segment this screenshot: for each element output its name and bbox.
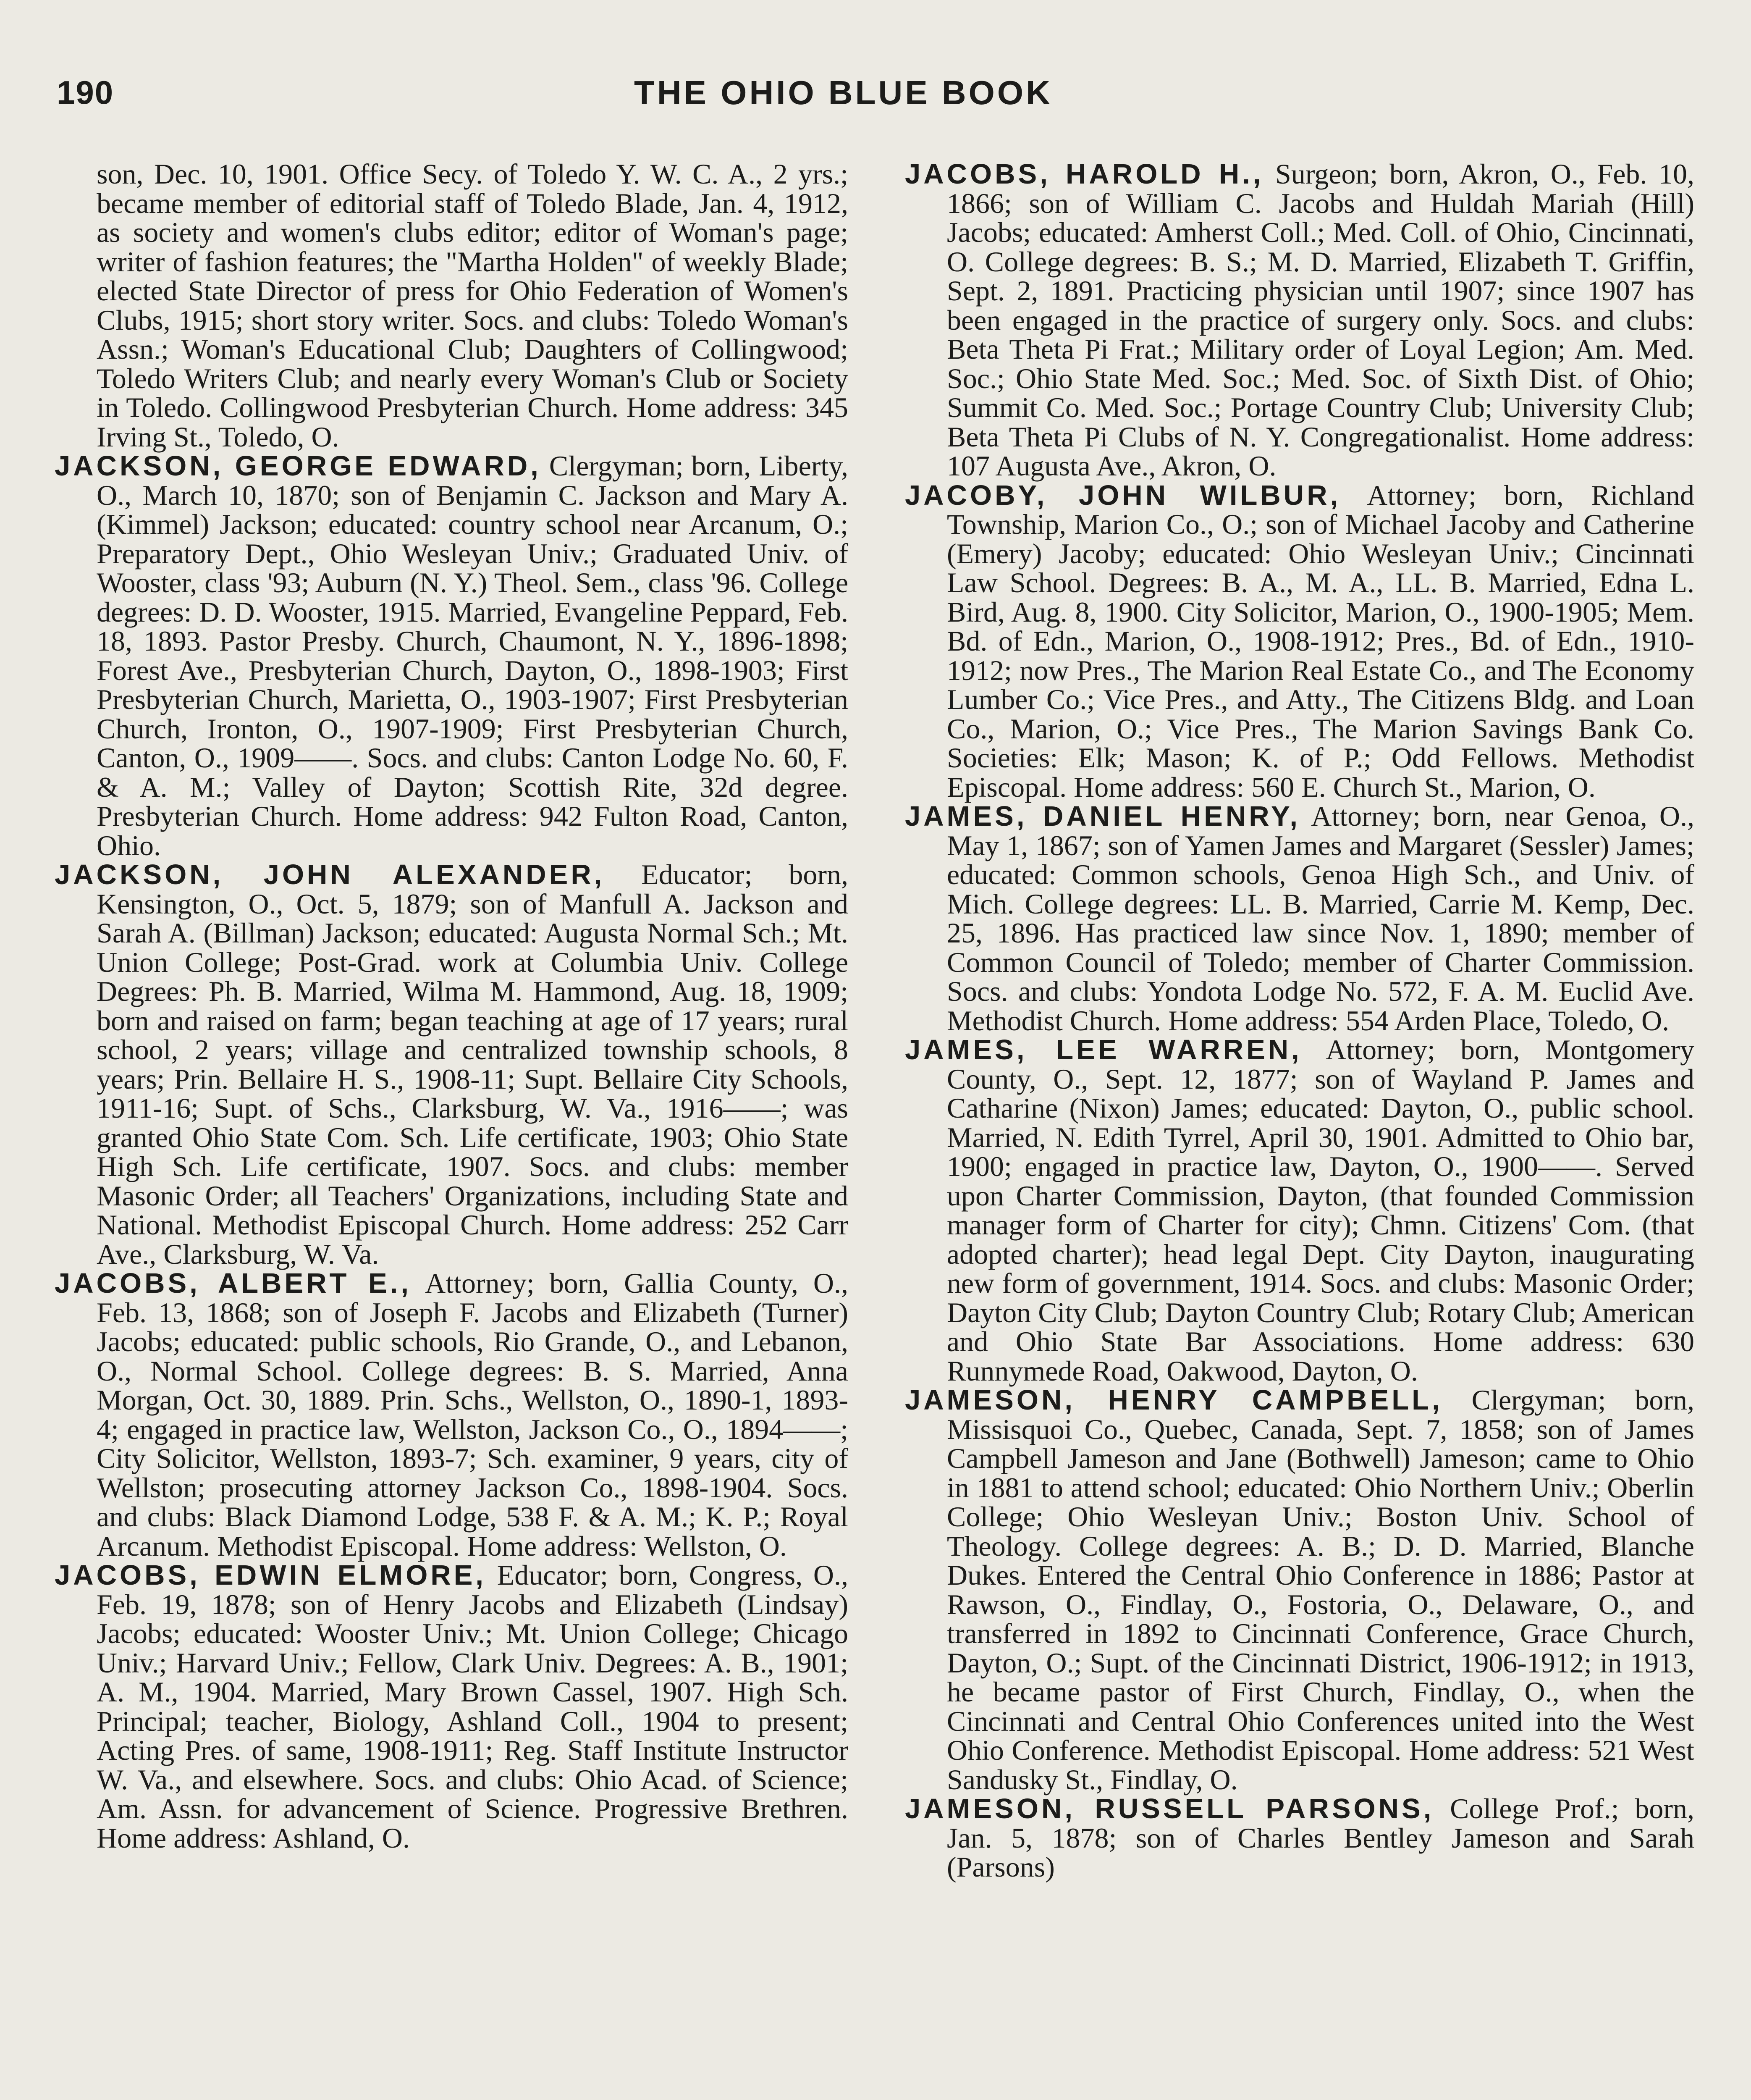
biography-entry [905,481,1694,802]
entry-text: College Prof.; born, Jan. 5, 1878; son of Charles Bentley Jameson and Sarah (Parsons) [947,1793,1694,1883]
entry-text: Attorney; born, Richland Township, Marion Co., O.; son of Michael Jacoby and Catherine (Emery) Jacoby; educated: Ohio Wesleyan Univ.; Cincinnati Law School. Degrees: B. A., M. A., LL. B. Married, Edna L. Bird, Aug. 8, 1900. City Solicitor, Marion, O., 1900-1905; Mem. Bd. of Edn., Marion, O., 1908-1912; Pres., Bd. of Edn., 1910-1912; now Pres., The Marion Real Estate Co., and The Economy Lumber Co.; Vice Pres., and Atty., The Citizens Bldg. and Loan Co., Marion, O.; Vice Pres., The Marion Savings Bank Co. Societies: Elk; Mason; K. of P.; Odd Fellows. Methodist Episcopal. Home address: 560 E. Church St., Marion, O. [947,479,1694,803]
entry-text: Attorney; born, Gallia County, O., Feb. 13, 1868; son of Joseph F. Jacobs and Elizabeth (Turner) Jacobs; educated: public schools, Rio Grande, O., and Lebanon, O., Normal School. College degrees: B. S. Married, Anna Morgan, Oct. 30, 1889. Prin. Schs., Wellston, O., 1890-1, 1893-4; engaged in practice law, Wellston, Jackson Co., O., 1894——; City Solicitor, Wellston, 1893-7; Sch. examiner, 9 years, city of Wellston; prosecuting attorney Jackson Co., 1898-1904. Socs. and clubs: Black Diamond Lodge, 538 F. & A. M.; K. P.; Royal Arcanum. Methodist Episcopal. Home address: Wellston, O. [97,1267,848,1562]
biography-entry [905,1386,1694,1794]
page-title: THE OHIO BLUE BOOK [634,74,1053,111]
biography-entry [905,802,1694,1035]
right-column [905,160,1694,1882]
entry-name: JAMESON, HENRY CAMPBELL, [905,1384,1443,1416]
biography-entry [905,1035,1694,1386]
biography-entry [55,1269,848,1561]
biography-entry [905,160,1694,481]
entry-text: Educator; born, Congress, O., Feb. 19, 1878; son of Henry Jacobs and Elizabeth (Lindsay) Jacobs; educated: Wooster Univ.; Mt. Union College; Chicago Univ.; Harvard Univ.; Fellow, Clark Univ. Degrees: A. B., 1901; A. M., 1904. Married, Mary Brown Cassel, 1907. High Sch. Principal; teacher, Biology, Ashland Coll., 1904 to present; Acting Pres. of same, 1908-1911; Reg. Staff Institute Instructor W. Va., and elsewhere. Socs. and clubs: Ohio Acad. of Science; Am. Assn. for advancement of Science. Progressive Brethren. Home address: Ashland, O. [97,1559,848,1854]
biography-entry [55,1561,848,1853]
entry-text: Clergyman; born, Missisquoi Co., Quebec, Canada, Sept. 7, 1858; son of James Campbell Jameson and Jane (Bothwell) Jameson; came to Ohio in 1881 to attend school; educated: Ohio Northern Univ.; Oberlin College; Ohio Wesleyan Univ.; Boston Univ. School of Theology. College degrees: A. B.; D. D. Married, Blanche Dukes. Entered the Central Ohio Conference in 1886; Pastor at Rawson, O., Findlay, O., Fostoria, O., Delaware, O., and transferred in 1892 to Cincinnati Conference, Grace Church, Dayton, O.; Supt. of the Cincinnati District, 1906-1912; in 1913, he became pastor of First Church, Findlay, O., when the Cincinnati and Central Ohio Conferences united into the West Ohio Conference. Methodist Episcopal. Home address: 521 West Sandusky St., Findlay, O. [947,1384,1694,1796]
page-number: 190 [57,74,114,111]
entry-name: JAMESON, RUSSELL PARSONS, [905,1793,1434,1824]
left-column [55,160,848,1853]
entry-name: JACOBY, JOHN WILBUR, [905,479,1341,511]
entry-name: JAMES, LEE WARREN, [905,1034,1302,1066]
entry-text: Clergyman; born, Liberty, O., March 10, 1870; son of Benjamin C. Jackson and Mary A. (Kimmel) Jackson; educated: country school near Arcanum, O.; Preparatory Dept., Ohio Wesleyan Univ.; Graduated Univ. of Wooster, class '93; Auburn (N. Y.) Theol. Sem., class '96. College degrees: D. D. Wooster, 1915. Married, Evangeline Peppard, Feb. 18, 1893. Pastor Presby. Church, Chaumont, N. Y., 1896-1898; Forest Ave., Presbyterian Church, Dayton, O., 1898-1903; First Presbyterian Church, Marietta, O., 1903-1907; First Presbyterian Church, Ironton, O., 1907-1909; First Presbyterian Church, Canton, O., 1909——. Socs. and clubs: Canton Lodge No. 60, F. & A. M.; Valley of Dayton; Scottish Rite, 32d degree. Presbyterian Church. Home address: 942 Fulton Road, Canton, Ohio. [97,450,848,861]
entry-text: Attorney; born, near Genoa, O., May 1, 1867; son of Yamen James and Margaret (Sessler) James; educated: Common schools, Genoa High Sch., and Univ. of Mich. College degrees: LL. B. Married, Carrie M. Kemp, Dec. 25, 1896. Has practiced law since Nov. 1, 1890; member of Common Council of Toledo; member of Charter Commission. Socs. and clubs: Yondota Lodge No. 572, F. A. M. Euclid Ave. Methodist Church. Home address: 554 Arden Place, Toledo, O. [947,800,1695,1037]
entry-name: JACOBS, ALBERT E., [55,1268,412,1299]
entry-name: JACOBS, HAROLD H., [905,158,1264,190]
entry-text: Attorney; born, Montgomery County, O., Sept. 12, 1877; son of Wayland P. James and Catharine (Nixon) James; educated: Dayton, O., public school. Married, N. Edith Tyrrel, April 30, 1901. Admitted to Ohio bar, 1900; engaged in practice law, Dayton, O., 1900——. Served upon Charter Commission, Dayton, (that founded Commission manager form of Charter for city); Chmn. Citizens' Com. (that adopted charter); head legal Dept. City Dayton, inaugurating new form of government, 1914. Socs. and clubs: Masonic Order; Dayton City Club; Dayton Country Club; Rotary Club; American and Ohio State Bar Associations. Home address: 630 Runnymede Road, Oakwood, Dayton, O. [947,1034,1695,1387]
biography-entry [55,860,848,1269]
continuation-paragraph: son, Dec. 10, 1901. Office Secy. of Toledo Y. W. C. A., 2 yrs.; became member of editorial staff of Toledo Blade, Jan. 4, 1912, as society and women's clubs editor; editor of Woman's page; writer of fashion features; the "Martha Holden" of weekly Blade; elected State Director of press for Ohio Federation of Women's Clubs, 1915; short story writer. Socs. and clubs: Toledo Woman's Assn.; Woman's Educational Club; Daughters of Collingwood; Toledo Writers Club; and nearly every Woman's Club or Society in Toledo. Collingwood Presbyterian Church. Home address: 345 Irving St., Toledo, O. [97,158,848,453]
entry-name: JACKSON, JOHN ALEXANDER, [55,859,605,890]
entry-name: JACOBS, EDWIN ELMORE, [55,1559,487,1591]
entry-name: JAMES, DANIEL HENRY, [905,801,1301,832]
entry-name: JACKSON, GEORGE EDWARD, [55,450,541,482]
biography-entry [905,1794,1694,1882]
entry-text: Educator; born, Kensington, O., Oct. 5, 1879; son of Manfull A. Jackson and Sarah A. (Billman) Jackson; educated: Augusta Normal Sch.; Mt. Union College; Post-Grad. work at Columbia Univ. College Degrees: Ph. B. Married, Wilma M. Hammond, Aug. 18, 1909; born and raised on farm; began teaching at age of 17 years; rural school, 2 years; village and centralized township schools, 8 years; Prin. Bellaire H. S., 1908-11; Supt. Bellaire City Schools, 1911-16; Supt. of Schs., Clarksburg, W. Va., 1916——; was granted Ohio State Com. Sch. Life certificate, 1903; Ohio State High Sch. Life certificate, 1907. Socs. and clubs: member Masonic Order; all Teachers' Organizations, including State and National. Methodist Episcopal Church. Home address: 252 Carr Ave., Clarksburg, W. Va. [97,858,848,1270]
entry-text: Surgeon; born, Akron, O., Feb. 10, 1866; son of William C. Jacobs and Huldah Mariah (Hill) Jacobs; educated: Amherst Coll.; Med. Coll. of Ohio, Cincinnati, O. College degrees: B. S.; M. D. Married, Elizabeth T. Griffin, Sept. 2, 1891. Practicing physician until 1907; since 1907 has been engaged in the practice of surgery only. Socs. and clubs: Beta Theta Pi Frat.; Military order of Loyal Legion; Am. Med. Soc.; Ohio State Med. Soc.; Med. Soc. of Sixth Dist. of Ohio; Summit Co. Med. Soc.; Portage Country Club; University Club; Beta Theta Pi Clubs of N. Y. Congregationalist. Home address: 107 Augusta Ave., Akron, O. [947,158,1695,482]
biography-entry [55,452,848,860]
